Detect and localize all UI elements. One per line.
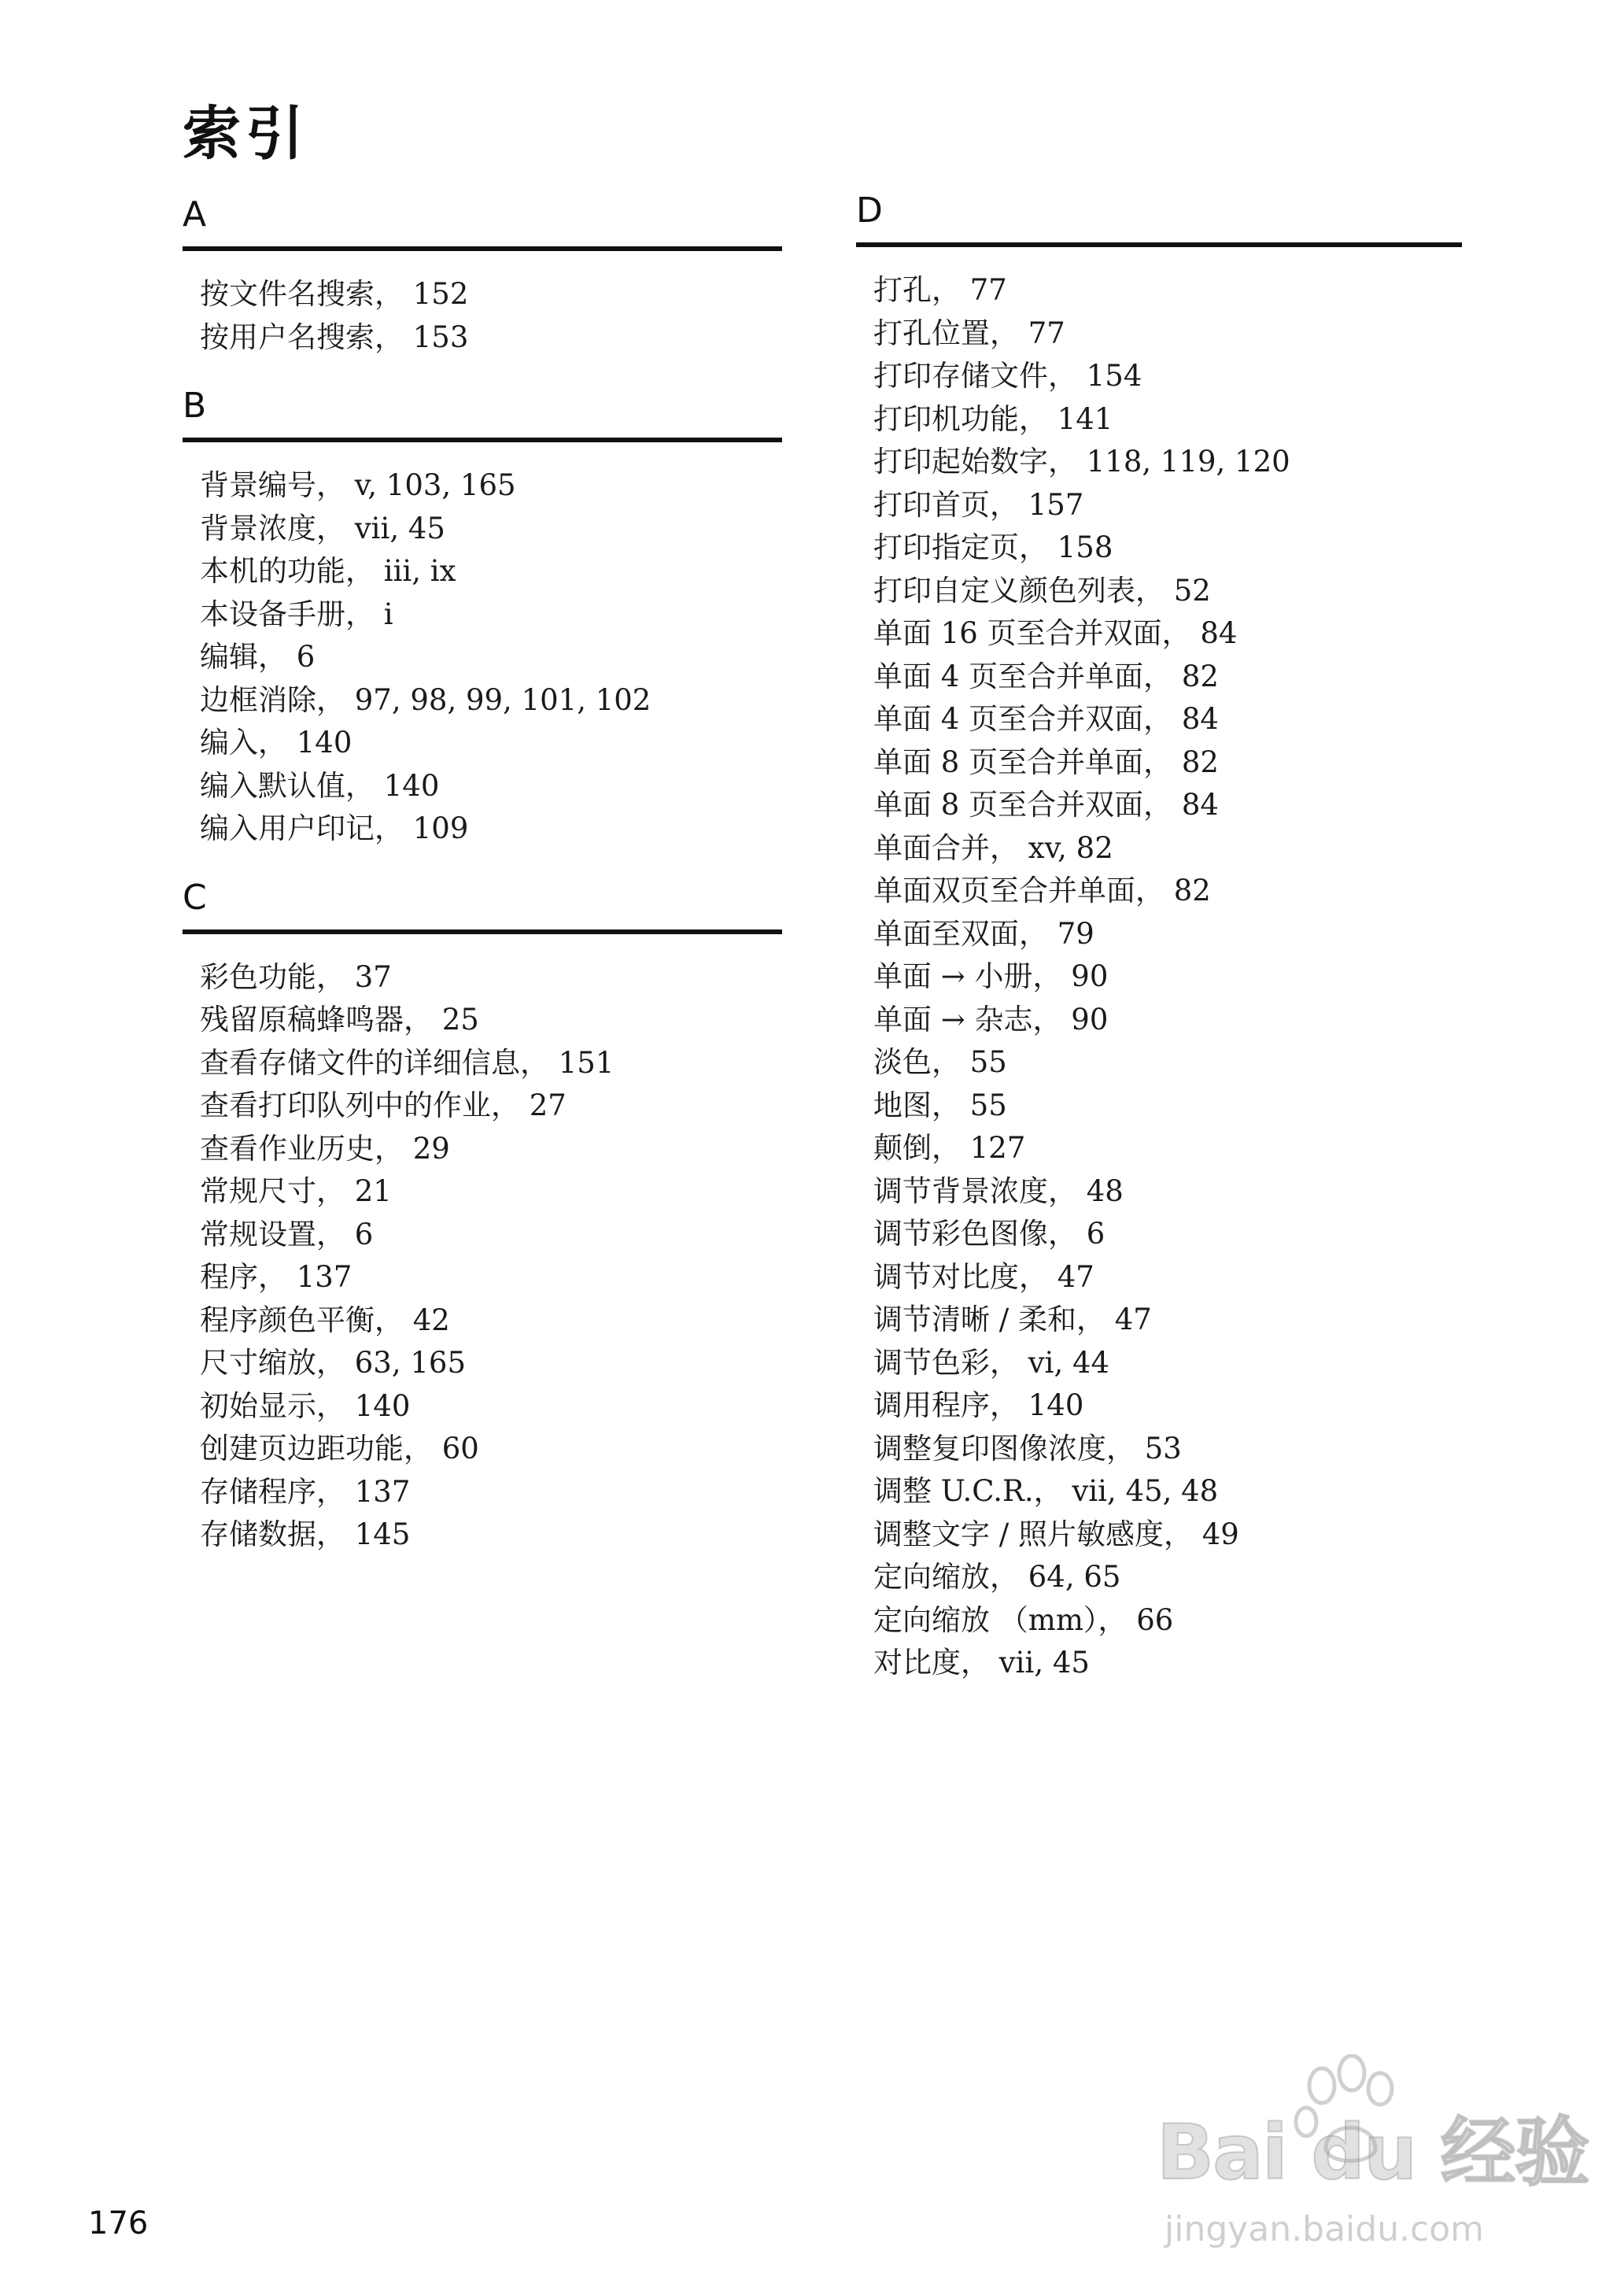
index-section-c (183, 876, 782, 1557)
index-entry: 调节背景浓度， 48 (873, 1173, 1124, 1208)
index-entry: 单面至双面， 79 (873, 916, 1094, 951)
index-entry: 存储数据， 145 (200, 1517, 411, 1551)
index-entry: 程序， 137 (200, 1260, 352, 1294)
index-entry: 单面 8 页至合并单面， 82 (873, 745, 1219, 779)
index-entry: 打孔位置， 77 (873, 316, 1065, 350)
index-entry: 残留原稿蜂鸣器， 25 (200, 1003, 479, 1037)
index-entry: 打印自定义颜色列表， 52 (873, 573, 1211, 608)
index-entry: 调节清晰 / 柔和， 47 (873, 1303, 1152, 1336)
index-entry: 打印指定页， 158 (873, 530, 1113, 564)
index-entry: 颠倒， 127 (873, 1131, 1026, 1165)
index-entry: 单面 8 页至合并双面， 84 (873, 788, 1219, 822)
index-section-a (183, 193, 782, 359)
index-entry: 按用户名搜索， 153 (200, 320, 469, 354)
section-divider (183, 438, 782, 442)
index-entry: 边框消除， 97, 98, 99, 101, 102 (200, 682, 651, 717)
entry-list (856, 269, 1462, 1685)
index-entry: 单面 16 页至合并双面， 84 (873, 616, 1238, 650)
index-entry: 调节对比度， 47 (873, 1259, 1094, 1294)
index-entry: 打印首页， 157 (873, 487, 1084, 522)
section-letter: A (183, 194, 207, 235)
index-entry: 单面 → 杂志， 90 (873, 1002, 1109, 1037)
index-entry: 淡色， 55 (873, 1045, 1007, 1079)
section-letter: C (183, 877, 207, 918)
index-entry: 单面双页至合并单面， 82 (873, 874, 1211, 907)
index-entry: 编入用户印记， 109 (200, 811, 469, 845)
entry-list (183, 956, 782, 1557)
index-entry: 查看打印队列中的作业， 27 (200, 1088, 567, 1122)
index-entry: 查看存储文件的详细信息， 151 (200, 1045, 615, 1080)
index-entry: 单面合并， xv, 82 (873, 830, 1113, 865)
section-divider (856, 242, 1462, 247)
page-title: 索引 (183, 100, 308, 168)
index-entry: 编入， 140 (200, 726, 352, 759)
index-column-right (856, 189, 1462, 1685)
index-entry: 编辑， 6 (200, 640, 316, 674)
section-letter: B (183, 386, 207, 426)
index-entry: 常规尺寸， 21 (200, 1174, 392, 1208)
entry-list (183, 464, 782, 851)
section-divider (183, 246, 782, 251)
index-entry: 彩色功能， 37 (200, 959, 392, 994)
index-entry: 地图， 55 (873, 1088, 1007, 1122)
index-entry: 背景浓度， vii, 45 (200, 511, 445, 545)
index-entry: 本设备手册， i (200, 597, 393, 631)
index-entry: 调节色彩， vi, 44 (873, 1345, 1110, 1380)
index-entry: 尺寸缩放， 63, 165 (200, 1346, 466, 1380)
index-entry: 编入默认值， 140 (200, 768, 440, 803)
index-entry: 单面 → 小册， 90 (873, 959, 1109, 993)
index-entry: 调整 U.C.R.， vii, 45, 48 (873, 1474, 1219, 1508)
index-entry: 本机的功能， iii, ix (200, 554, 456, 588)
section-letter: D (856, 190, 883, 231)
index-entry: 背景编号， v, 103, 165 (200, 468, 516, 502)
index-entry: 打印机功能， 141 (873, 401, 1113, 436)
section-divider (183, 929, 782, 934)
index-entry: 按文件名搜索， 152 (200, 277, 469, 311)
index-entry: 存储程序， 137 (200, 1474, 411, 1509)
page-number: 176 (88, 2205, 149, 2241)
baidu-jingyan-watermark (1157, 2054, 1589, 2259)
index-entry: 打印存储文件， 154 (873, 359, 1142, 393)
watermark-brand: Bai du 经验 (1157, 2108, 1589, 2197)
watermark-url: jingyan.baidu.com (1164, 2209, 1485, 2249)
index-entry: 初始显示， 140 (200, 1388, 411, 1423)
index-entry: 对比度， vii, 45 (873, 1646, 1090, 1680)
index-column-left (183, 193, 782, 1557)
index-entry: 打孔， 77 (873, 273, 1007, 307)
index-entry: 程序颜色平衡， 42 (200, 1303, 450, 1337)
index-entry: 调整文字 / 照片敏感度， 49 (873, 1517, 1239, 1551)
index-section-d (856, 189, 1462, 1685)
index-entry: 查看作业历史， 29 (200, 1131, 450, 1166)
index-entry: 定向缩放 （mm）， 66 (873, 1602, 1174, 1637)
index-entry: 定向缩放， 64, 65 (873, 1560, 1121, 1594)
index-entry: 打印起始数字， 118, 119, 120 (873, 445, 1290, 479)
index-entry: 调用程序， 140 (873, 1388, 1084, 1422)
index-section-b (183, 384, 782, 851)
index-entry: 单面 4 页至合并双面， 84 (873, 702, 1219, 736)
index-entry: 单面 4 页至合并单面， 82 (873, 659, 1219, 693)
paw-icon (1290, 2054, 1408, 2172)
index-entry: 创建页边距功能， 60 (200, 1432, 479, 1465)
entry-list (183, 273, 782, 359)
index-entry: 常规设置， 6 (200, 1217, 374, 1251)
index-entry: 调整复印图像浓度， 53 (873, 1431, 1182, 1465)
index-entry: 调节彩色图像， 6 (873, 1217, 1105, 1251)
